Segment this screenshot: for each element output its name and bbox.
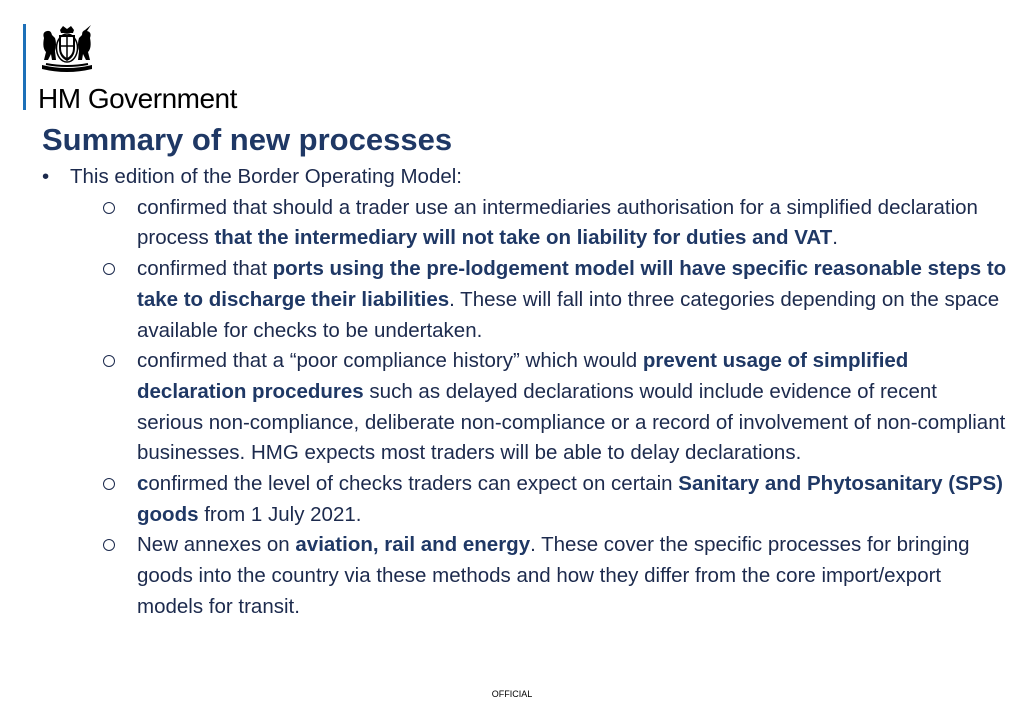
item-text: New annexes on: [137, 533, 296, 557]
slide-content: [42, 162, 1007, 623]
item-text-tail: . These cover the specific processes for bringing goods into the country via these methods and how they differ from the core import/export models for transit.: [137, 533, 970, 618]
classification-label: OFFICIAL: [491, 689, 533, 699]
intro-bullet: [42, 162, 1007, 193]
list-item: [42, 469, 1007, 530]
org-name: HM Government: [38, 83, 237, 114]
bullet-icon: •: [42, 165, 50, 188]
hollow-circle-bullet-icon: [103, 202, 115, 214]
item-emphasis: that the intermediary will not take on liability for duties and VAT: [214, 226, 833, 250]
item-emphasis: ports using the pre-lodgement model will have specific reasonable steps to take to discharge their liabilities: [137, 257, 1007, 311]
royal-coat-of-arms-icon: [36, 24, 98, 74]
sub-bullet-list: [42, 193, 1007, 623]
hollow-circle-bullet-icon: [103, 263, 115, 275]
intro-text: This edition of the Border Operating Model:: [70, 165, 462, 188]
item-text: confirmed that should a trader use an intermediaries authorisation for a simplified declaration process: [137, 195, 978, 250]
item-text: onfirmed the level of checks traders can expect on certain: [148, 472, 679, 496]
brand-bar: [23, 24, 26, 110]
item-text-tail: . These will fall into three categories depending on the space available for checks to be undertaken.: [137, 287, 1000, 342]
list-item: [42, 193, 1007, 254]
hollow-circle-bullet-icon: [103, 355, 115, 367]
item-emphasis: Sanitary and Phytosanitary (SPS) goods: [137, 472, 1003, 526]
slide-title: Summary of new processes: [42, 122, 453, 157]
hollow-circle-bullet-icon: [103, 478, 115, 490]
list-item: [42, 254, 1007, 346]
item-text-tail: from 1 July 2021.: [198, 502, 362, 526]
item-text-tail: .: [832, 226, 838, 250]
list-item: [42, 346, 1007, 469]
item-emphasis-initial: c: [137, 472, 149, 496]
item-emphasis: prevent usage of simplified declaration procedures: [137, 349, 909, 403]
item-text: confirmed that: [137, 257, 273, 281]
item-emphasis: aviation, rail and energy: [295, 533, 531, 557]
hollow-circle-bullet-icon: [103, 539, 115, 551]
item-text-tail: such as delayed declarations would include evidence of recent serious non-compliance, deliberate non-compliance or a record of involvement of non-compliant businesses. HMG expects most traders will be able to delay declarations.: [137, 379, 1006, 465]
item-text: confirmed that a “poor compliance history” which would: [137, 349, 643, 373]
list-item: [42, 530, 1007, 622]
